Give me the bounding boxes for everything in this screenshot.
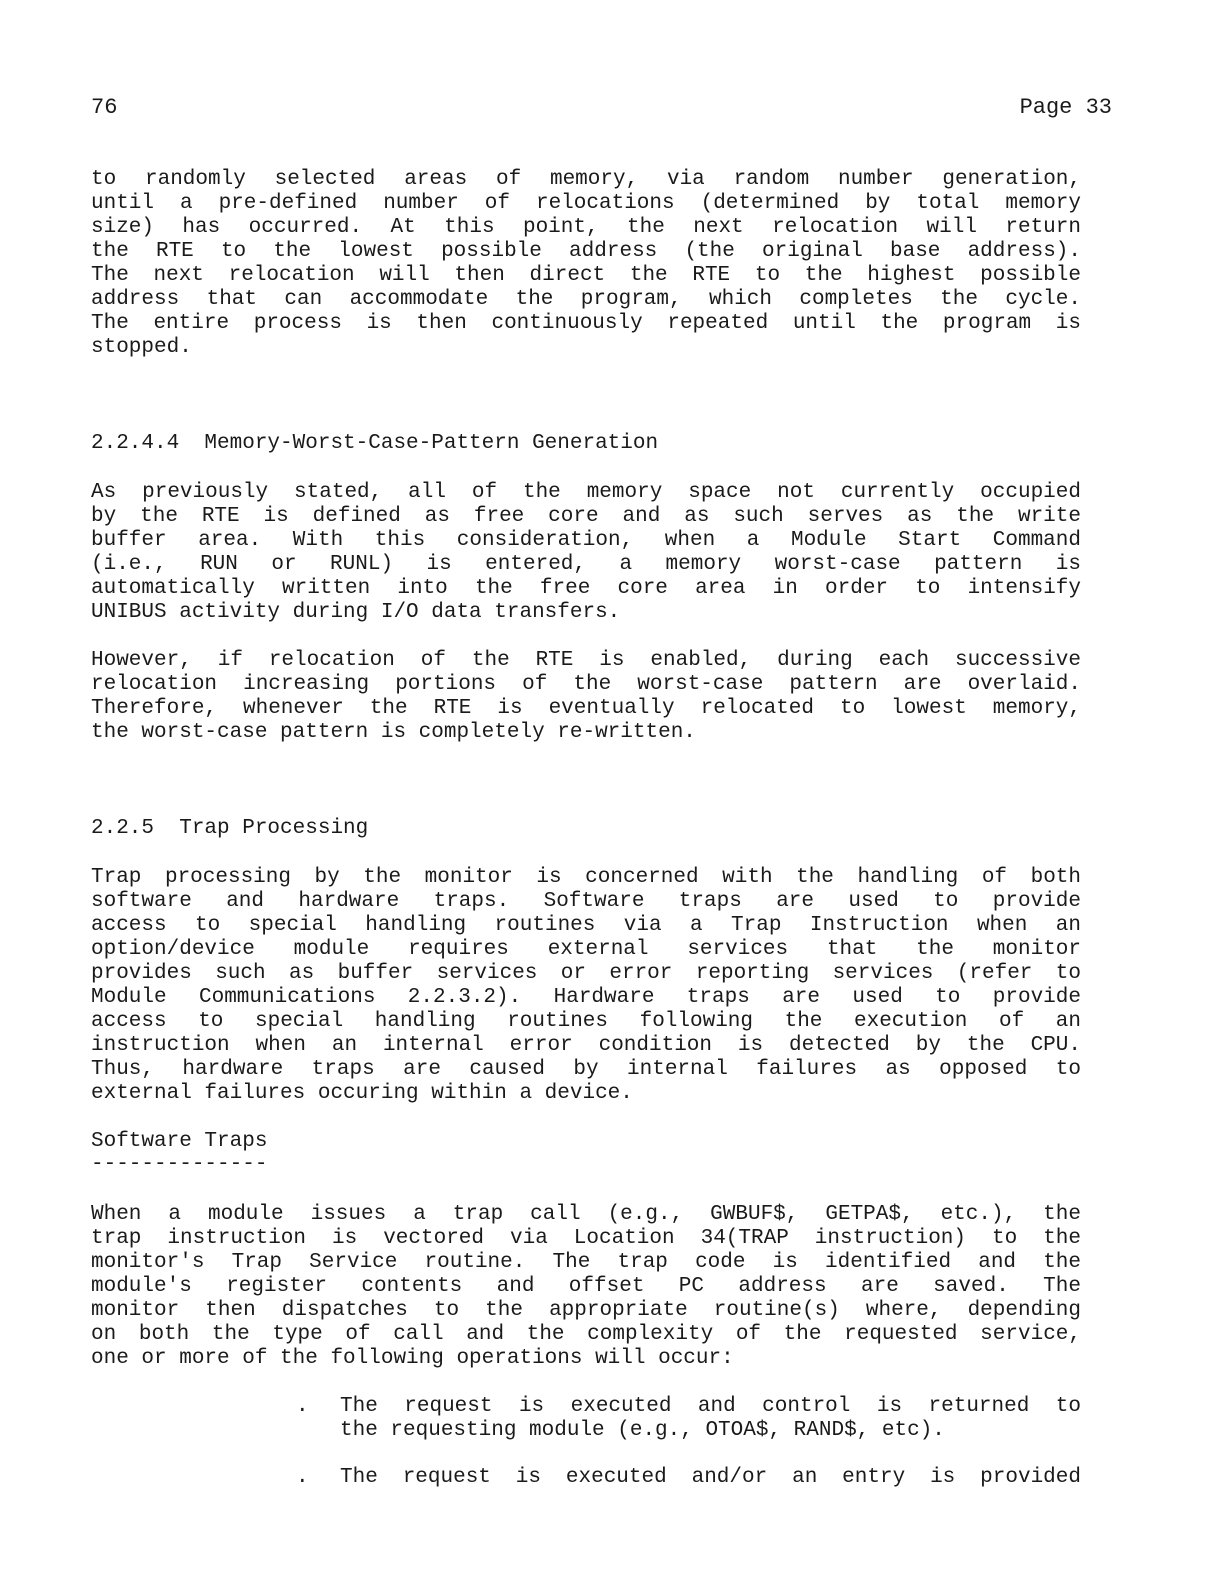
intro-paragraph bbox=[91, 168, 1081, 360]
text-line: address that can accommodate the program, which completes the cycle. bbox=[91, 288, 1081, 311]
text-line: (i.e., RUN or RUNL) is entered, a memory worst-case pattern is bbox=[91, 553, 1081, 576]
section-2244-paragraph-2 bbox=[91, 649, 1081, 745]
subheading-software-traps: Software Traps bbox=[91, 1130, 268, 1153]
text-line: module's register contents and offset PC address are saved. The bbox=[91, 1275, 1081, 1298]
text-line: option/device module requires external services that the monitor bbox=[91, 938, 1081, 961]
text-line: relocation increasing portions of the worst-case pattern are overlaid. bbox=[91, 673, 1081, 696]
text-line: external failures occuring within a device. bbox=[91, 1082, 633, 1105]
page-number-right: Page 33 bbox=[1019, 95, 1112, 120]
text-line: buffer area. With this consideration, when a Module Start Command bbox=[91, 529, 1081, 552]
text-line: monitor's Trap Service routine. The trap code is identified and the bbox=[91, 1251, 1081, 1274]
text-line: The entire process is then continuously repeated until the program is bbox=[91, 312, 1081, 335]
bullet-text bbox=[340, 1466, 1081, 1490]
text-line: UNIBUS activity during I/O data transfers. bbox=[91, 601, 621, 624]
text-line: monitor then dispatches to the appropriate routine(s) where, depending bbox=[91, 1299, 1081, 1322]
text-line: The request is executed and/or an entry is provided bbox=[340, 1466, 1081, 1489]
text-line: stopped. bbox=[91, 336, 192, 359]
text-line: software and hardware traps. Software traps are used to provide bbox=[91, 890, 1081, 913]
text-line: on both the type of call and the complexity of the requested service, bbox=[91, 1323, 1081, 1346]
text-line: As previously stated, all of the memory space not currently occupied bbox=[91, 481, 1081, 504]
text-line: When a module issues a trap call (e.g., GWBUF$, GETPA$, etc.), the bbox=[91, 1203, 1081, 1226]
section-225-paragraph-2 bbox=[91, 1203, 1081, 1371]
bullet-text bbox=[340, 1395, 1081, 1443]
text-line: However, if relocation of the RTE is enabled, during each successive bbox=[91, 649, 1081, 672]
text-line: Thus, hardware traps are caused by internal failures as opposed to bbox=[91, 1058, 1081, 1081]
text-line: access to special handling routines via a Trap Instruction when an bbox=[91, 914, 1081, 937]
section-heading-225: 2.2.5 Trap Processing bbox=[91, 817, 369, 840]
text-line: automatically written into the free core area in order to intensify bbox=[91, 577, 1081, 600]
text-line: instruction when an internal error condition is detected by the CPU. bbox=[91, 1034, 1081, 1057]
bullet-mark: . bbox=[296, 1466, 309, 1489]
text-line: Trap processing by the monitor is concerned with the handling of both bbox=[91, 866, 1081, 889]
text-line: The next relocation will then direct the RTE to the highest possible bbox=[91, 264, 1081, 287]
text-line: the requesting module (e.g., OTOA$, RAND$, etc). bbox=[340, 1419, 945, 1442]
text-line: one or more of the following operations will occur: bbox=[91, 1347, 734, 1370]
text-line: until a pre-defined number of relocations (determined by total memory bbox=[91, 192, 1081, 215]
text-line: the RTE to the lowest possible address (the original base address). bbox=[91, 240, 1081, 263]
text-line: Therefore, whenever the RTE is eventually relocated to lowest memory, bbox=[91, 697, 1081, 720]
text-line: access to special handling routines following the execution of an bbox=[91, 1010, 1081, 1033]
section-225-paragraph-1 bbox=[91, 866, 1081, 1106]
text-line: to randomly selected areas of memory, via random number generation, bbox=[91, 168, 1081, 191]
page-number-left: 76 bbox=[91, 95, 118, 120]
text-line: Module Communications 2.2.3.2). Hardware traps are used to provide bbox=[91, 986, 1081, 1009]
bullet-mark: . bbox=[296, 1395, 309, 1418]
text-line: by the RTE is defined as free core and as such serves as the write bbox=[91, 505, 1081, 528]
text-line: provides such as buffer services or error reporting services (refer to bbox=[91, 962, 1081, 985]
section-2244-paragraph-1 bbox=[91, 481, 1081, 625]
text-line: size) has occurred. At this point, the next relocation will return bbox=[91, 216, 1081, 239]
section-heading-2244: 2.2.4.4 Memory-Worst-Case-Pattern Generation bbox=[91, 432, 659, 455]
subheading-rule: -------------- bbox=[91, 1153, 268, 1176]
text-line: the worst-case pattern is completely re-written. bbox=[91, 721, 696, 744]
text-line: The request is executed and control is returned to bbox=[340, 1395, 1081, 1418]
text-line: trap instruction is vectored via Location 34(TRAP instruction) to the bbox=[91, 1227, 1081, 1250]
